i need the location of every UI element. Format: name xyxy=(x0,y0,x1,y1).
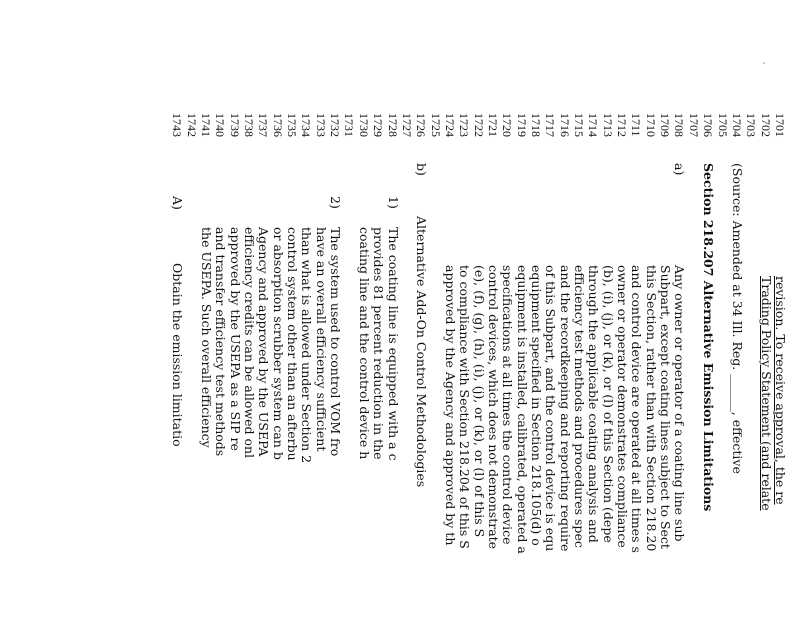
line-number: 1726 xyxy=(414,113,429,137)
document-line xyxy=(343,0,357,618)
line-text: to compliance with Section 218.204 of this S xyxy=(457,265,473,549)
document-line xyxy=(400,0,414,618)
line-text: revision. To receive approval, the re xyxy=(773,276,788,505)
document-line xyxy=(328,0,342,618)
document-line xyxy=(170,0,184,618)
document-line xyxy=(500,0,514,618)
document-line xyxy=(357,0,371,618)
line-number: 1714 xyxy=(586,113,601,137)
line-text: than what is allowed under Section 2 xyxy=(299,227,315,464)
line-text: the USEPA. Such overall efficiency xyxy=(199,227,214,448)
line-text: equipment is installed, calibrated, operated a xyxy=(514,265,530,554)
list-marker: A) xyxy=(170,196,186,210)
document-line xyxy=(644,0,658,618)
line-number: 1731 xyxy=(342,113,357,137)
line-text: Subpart, except coating lines subject to Sect xyxy=(658,265,674,549)
line-text: provides 81 percent reduction in the xyxy=(371,227,387,460)
list-marker: 1) xyxy=(385,196,401,209)
line-number: 1740 xyxy=(213,113,228,137)
document-line xyxy=(213,0,227,618)
line-text: (Source: Amended at 34 Ill. Reg. ______, effective xyxy=(730,163,745,474)
section-heading: Section 218.207 Alternative Emission Limitations xyxy=(701,163,717,512)
line-text: Any owner or operator of a coating line sub xyxy=(672,265,688,542)
line-number: 1738 xyxy=(242,113,257,137)
line-text: owner or operator demonstrates compliance xyxy=(615,265,631,548)
document-line xyxy=(256,0,270,618)
line-number: 1722 xyxy=(471,113,486,137)
list-marker: 2) xyxy=(328,196,344,209)
document-line xyxy=(314,0,328,618)
document-line xyxy=(673,0,687,618)
line-number: 1710 xyxy=(643,113,658,137)
line-text: have an overall efficiency sufficient xyxy=(313,227,329,452)
document-line xyxy=(299,0,313,618)
line-number: 1703 xyxy=(744,113,759,137)
document-line xyxy=(716,0,730,618)
document-line xyxy=(587,0,601,618)
document-line xyxy=(199,0,213,618)
line-text: control devices, which does not demonstrate xyxy=(486,265,501,550)
line-number: 1709 xyxy=(658,113,673,137)
line-number: 1715 xyxy=(572,113,587,137)
line-number: 1701 xyxy=(773,113,787,137)
line-number: 1717 xyxy=(543,113,558,137)
line-text: (e), (f), (g), (h), (i), (j), or (k), or (l) of this S xyxy=(471,265,487,538)
line-text: The system used to control VOM fro xyxy=(328,227,344,457)
line-text: approved by the Agency and approved by th xyxy=(442,265,458,546)
document-line xyxy=(529,0,543,618)
document-line xyxy=(687,0,701,618)
line-number: 1702 xyxy=(758,113,773,137)
document-line xyxy=(371,0,385,618)
line-text: and transfer efficiency test methods xyxy=(213,227,229,457)
line-text: Alternative Add-On Control Methodologies xyxy=(414,216,430,488)
line-text: control system other than an afterbu xyxy=(285,227,301,461)
list-marker: b) xyxy=(414,163,430,176)
line-number: 1704 xyxy=(730,113,744,137)
line-text: efficiency credits can be allowed onl xyxy=(242,227,258,459)
line-number: 1727 xyxy=(399,113,414,137)
document-line xyxy=(443,0,457,618)
line-text: equipment specified in Section 218.105(d) o xyxy=(529,265,545,546)
line-number: 1716 xyxy=(557,113,572,137)
document-line xyxy=(515,0,529,618)
line-number: 1741 xyxy=(199,113,213,137)
document-line xyxy=(658,0,672,618)
list-marker: a) xyxy=(672,163,688,176)
line-number: 1713 xyxy=(600,113,615,137)
line-text: specifications at all times the control device xyxy=(500,265,516,545)
document-line xyxy=(543,0,557,618)
line-number: 1707 xyxy=(686,113,701,137)
line-number: 1712 xyxy=(615,113,630,137)
document-line xyxy=(285,0,299,618)
line-number: 1743 xyxy=(170,113,185,137)
document-line xyxy=(759,0,773,618)
document-line xyxy=(228,0,242,618)
line-number: 1729 xyxy=(371,113,386,137)
line-number: 1728 xyxy=(385,113,400,137)
line-number: 1725 xyxy=(428,113,443,137)
line-number: 1706 xyxy=(701,113,716,137)
line-number: 1733 xyxy=(313,113,328,137)
scan-speck xyxy=(763,62,765,64)
line-number: 1737 xyxy=(256,113,271,137)
line-number: 1724 xyxy=(442,113,457,137)
document-line xyxy=(386,0,400,618)
document-line xyxy=(601,0,615,618)
document-line xyxy=(615,0,629,618)
line-text: Trading Policy Statement (and relate xyxy=(758,276,774,511)
document-line xyxy=(429,0,443,618)
line-text: Obtain the emission limitatio xyxy=(170,263,186,447)
line-text: coating line and the control device h xyxy=(356,227,372,460)
document-line xyxy=(773,0,787,618)
line-number: 1720 xyxy=(500,113,515,137)
document-line xyxy=(486,0,500,618)
document-line xyxy=(630,0,644,618)
line-number: 1739 xyxy=(227,113,242,137)
line-number: 1718 xyxy=(529,113,544,137)
document-line xyxy=(472,0,486,618)
document-line xyxy=(730,0,744,618)
line-number: 1735 xyxy=(285,113,300,137)
line-number: 1719 xyxy=(514,113,529,137)
document-line xyxy=(744,0,758,618)
line-number: 1730 xyxy=(356,113,371,137)
line-text: and the recordkeeping and reporting require xyxy=(557,265,573,552)
line-number: 1734 xyxy=(299,113,314,137)
line-number: 1736 xyxy=(270,113,285,137)
line-text: of this Subpart, and the control device is equ xyxy=(543,265,559,552)
document-line xyxy=(558,0,572,618)
line-text: The coating line is equipped with a c xyxy=(385,227,401,461)
line-number: 1732 xyxy=(328,113,343,137)
line-number: 1721 xyxy=(486,113,500,137)
line-text: efficiency test methods and procedures spec xyxy=(572,265,588,548)
document-line xyxy=(701,0,715,618)
line-text: this Section, rather than with Section 218.20 xyxy=(643,265,659,552)
line-text: Agency and approved by the USEPA xyxy=(256,227,272,457)
line-number: 1711 xyxy=(629,113,644,137)
line-number: 1705 xyxy=(715,113,730,137)
line-text: and control device are operated at all times s xyxy=(629,265,645,553)
document-line xyxy=(271,0,285,618)
document-line xyxy=(242,0,256,618)
line-number: 1723 xyxy=(457,113,472,137)
line-number: 1708 xyxy=(672,113,687,137)
line-text: or absorption scrubber system can b xyxy=(270,227,286,460)
line-text: through the applicable coating analysis and xyxy=(586,265,602,543)
document-line xyxy=(414,0,428,618)
line-text: (b), (i), (j), or (k), or (l) of this Section (depe xyxy=(600,265,616,543)
line-number: 1742 xyxy=(184,113,199,137)
document-line xyxy=(457,0,471,618)
document-line xyxy=(185,0,199,618)
line-text: approved by the USEPA as a SIP re xyxy=(227,227,243,451)
document-line xyxy=(572,0,586,618)
